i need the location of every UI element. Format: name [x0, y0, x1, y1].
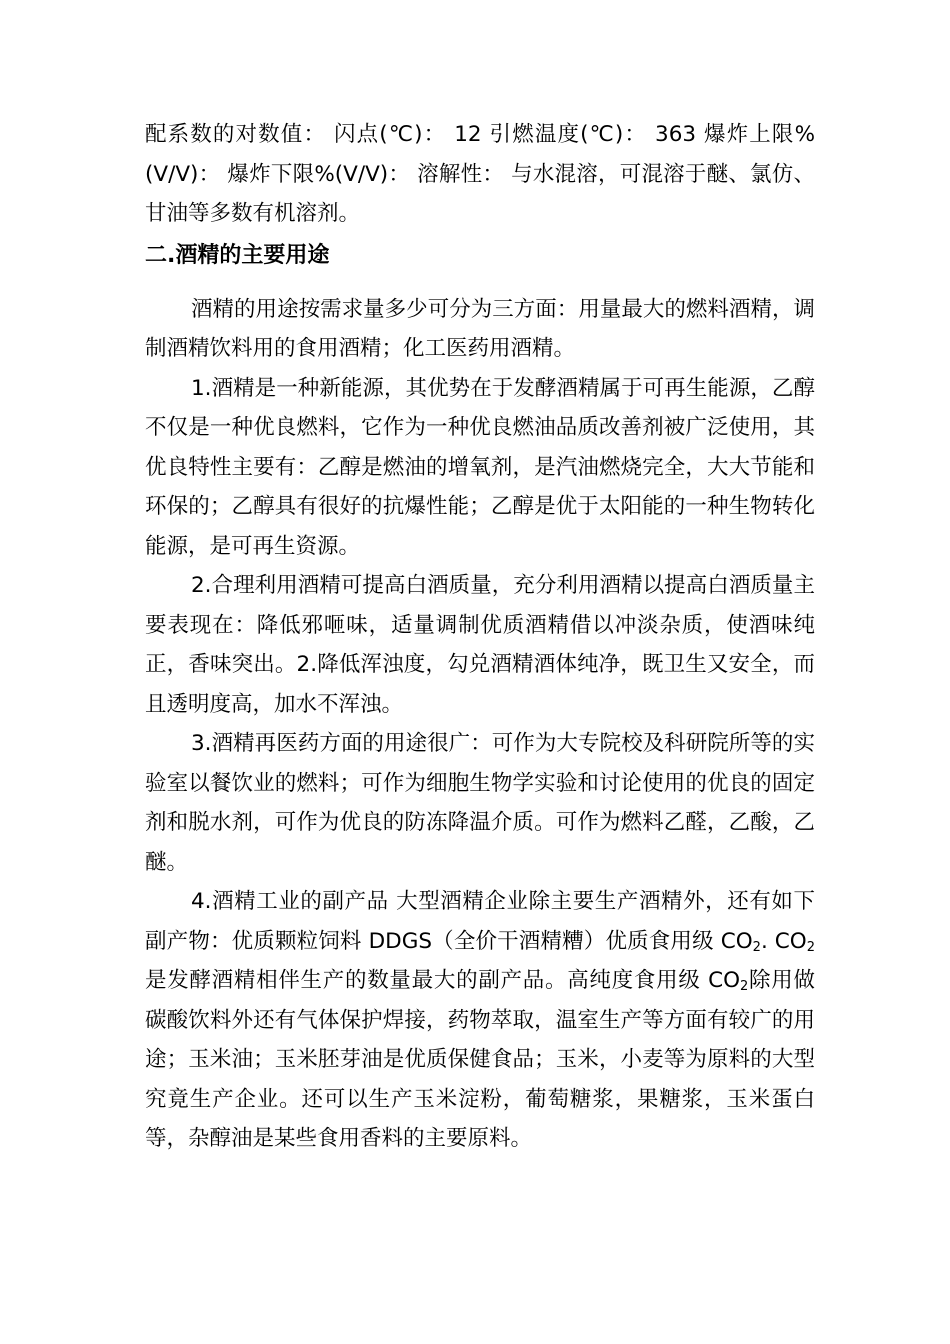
item-3-paragraph: 3.酒精再医药方面的用途很广：可作为大专院校及科研院所等的实验室以餐饮业的燃料；可作为细胞生物学实验和讨论使用的优良的固定剂和脱水剂，可作为优良的防冻降温介质。可作为燃料乙醛，乙酸，乙醚。 — [145, 731, 815, 875]
item-4-text-part-2: . CO — [760, 928, 807, 954]
item-4-text-part-3: 是发酵酒精相伴生产的数量最大的副产品。高纯度食用级 CO — [145, 968, 741, 993]
item-2-paragraph: 2.合理利用酒精可提高白酒质量，充分利用酒精以提高白酒质量主要表现在：降低邪咂味，适量调制优质酒精借以冲淡杂质，使酒味纯正，香味突出。2.降低浑浊度，勾兑酒精酒体纯净，既卫生又安全，而且透明度高，加水不浑浊。 — [145, 573, 815, 717]
section-heading: 二.酒精的主要用途 — [145, 242, 330, 268]
item-4-text-part-4: 除用做碳酸饮料外还有气体保护焊接，药物萃取，温室生产等方面有较广的用途；玉米油；玉米胚芽油是优质保健食品；玉米，小麦等为原料的大型究竟生产企业。还可以生产玉米淀粉，葡萄糖浆，果糖浆，玉米蛋白等，杂醇油是某些食用香料的主要原料。 — [145, 968, 815, 1151]
co2-subscript: 2 — [806, 939, 815, 955]
co2-subscript: 2 — [740, 979, 749, 994]
co2-subscript: 2 — [752, 939, 761, 955]
intro-paragraph: 酒精的用途按需求量多少可分为三方面：用量最大的燃料酒精，调制酒精饮料用的食用酒精；化工医药用酒精。 — [145, 296, 815, 361]
properties-paragraph: 配系数的对数值： 闪点(℃)： 12 引燃温度(℃)： 363 爆炸上限%(V/V)： 爆炸下限%(V/V)： 溶解性： 与水混溶，可混溶于醚、氯仿、甘油等多数有机溶剂。 — [145, 122, 815, 226]
item-4-text-part-1: 4.酒精工业的副产品 大型酒精企业除主要生产酒精外，还有如下副产物：优质颗粒饲料 DDGS（全价干酒精糟）优质食用级 CO — [145, 889, 815, 954]
item-4-paragraph — [145, 882, 815, 1159]
item-1-paragraph: 1.酒精是一种新能源，其优势在于发酵酒精属于可再生能源，乙醇不仅是一种优良燃料，它作为一种优良燃油品质改善剂被广泛使用，其优良特性主要有：乙醇是燃油的增氧剂，是汽油燃烧完全，大大节能和环保的；乙醇具有很好的抗爆性能；乙醇是优于太阳能的一种生物转化能源，是可再生资源。 — [145, 375, 815, 559]
document-page — [145, 115, 815, 1159]
